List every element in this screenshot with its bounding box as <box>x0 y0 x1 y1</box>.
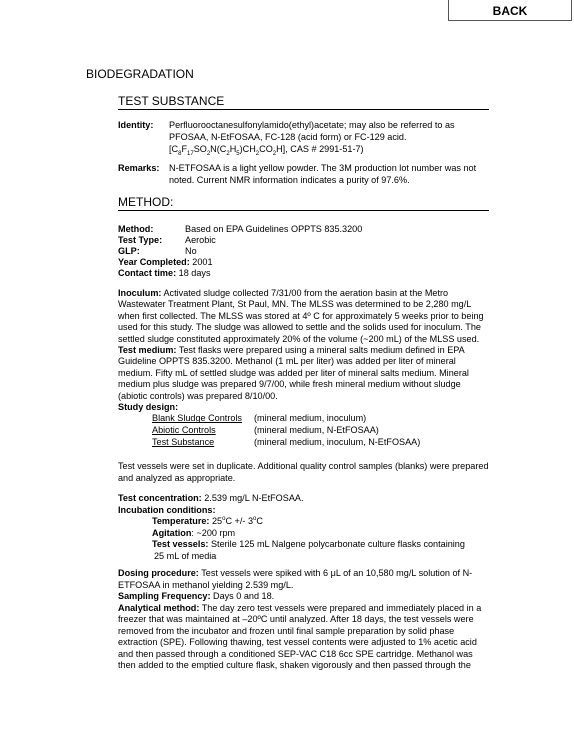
incubation-label: Incubation conditions: <box>118 504 216 515</box>
method-value: Based on EPA Guidelines OPPTS 835.3200 <box>185 224 363 234</box>
page-title: BIODEGRADATION <box>86 67 194 81</box>
agitation-label: Agitation <box>152 527 192 538</box>
sampling-frequency-value: Days 0 and 18. <box>213 591 275 601</box>
study-design-desc: (mineral medium, inoculum) <box>254 413 367 424</box>
contact-time-value: 18 days <box>178 268 211 278</box>
study-design-name: Abiotic Controls <box>152 425 216 436</box>
study-design-name: Test Substance <box>152 437 215 448</box>
remarks-line-1: N-ETFOSAA is a light yellow powder. The 3M production lot number was not <box>169 163 477 173</box>
contact-time-label: Contact time: <box>118 268 177 278</box>
test-concentration-value: 2.539 mg/L N-EtFOSAA. <box>204 493 304 503</box>
study-design-name: Blank Sludge Controls <box>152 413 242 424</box>
method-label: Method: <box>118 224 154 234</box>
method-fields <box>118 224 490 279</box>
study-design-desc: (mineral medium, inoculum, N-EtFOSAA) <box>254 437 421 448</box>
test-type-value: Aerobic <box>185 235 216 245</box>
contact-time-row <box>118 268 490 279</box>
sampling-frequency-row <box>118 591 490 603</box>
back-button[interactable]: BACK <box>448 0 572 21</box>
remarks-block <box>118 162 490 186</box>
study-design-row <box>152 413 490 425</box>
analytical-label: Analytical method: <box>118 602 200 613</box>
test-medium-text: Test flasks were prepared using a mineral salts medium defined in EPA Guideline OPPTS 835.3200. Methanol (1 mL per liter) was added per liter of mineral medium. Fifty mL of settled sludge was added per liter of mineral salts medium. Mineral medium plus sludge was prepared 9/7/00, while fresh mineral medium without sludge (abiotic controls) was prepared 8/10/00. <box>118 345 469 401</box>
glp-label: GLP: <box>118 246 140 256</box>
test-vessels-line-2: 25 mL of media <box>154 550 217 561</box>
test-vessels-row <box>152 539 490 551</box>
glp-row <box>118 246 490 257</box>
identity-block <box>118 119 490 155</box>
test-medium-paragraph <box>118 345 490 402</box>
identity-label: Identity: <box>118 120 154 130</box>
test-vessels-value: Sterile 125 mL Nalgene polycarbonate culture flasks containing <box>210 539 465 549</box>
method-heading: METHOD: <box>118 196 489 211</box>
temperature-row: Temperature: $25^oC$ +/- 3$^o$C <box>152 515 263 526</box>
test-concentration-row <box>118 493 490 505</box>
identity-line-2: PFOSAA, N-EtFOSAA, FC-128 (acid form) or FC-129 acid. <box>169 132 407 142</box>
vessels-paragraph: Test vessels were set in duplicate. Additional quality control samples (blanks) were prepared and analyzed as appropriate. <box>118 461 489 483</box>
inoculum-label: Inoculum: <box>118 288 162 298</box>
glp-value: No <box>185 246 197 256</box>
remarks-line-2: noted. Current NMR information indicates a purity of 97.6%. <box>169 175 410 185</box>
year-completed-row <box>118 257 490 268</box>
dosing-text: Test vessels were spiked with 6 μL of an 10,580 mg/L solution of N-ETFOSAA in methanol yielding 2.539 mg/L. <box>118 568 473 590</box>
test-substance-heading: TEST SUBSTANCE <box>118 95 489 110</box>
analytical-paragraph <box>118 603 490 672</box>
study-design-desc: (mineral medium, N-EtFOSAA) <box>254 425 379 436</box>
sampling-frequency-label: Sampling Frequency: <box>118 591 211 601</box>
inoculum-text: Activated sludge collected 7/31/00 from the aeration basin at the Metro Wastewater Treatment Plant, St Paul, MN. The MLSS was determined to be 2,280 mg/L when first collected. The MLSS was stored at 4º C for approximately 5 weeks prior to being used for this study. The sludge was allowed to settle and the solids used for inoculum. The settled sludge constituted approximately 20% of the volume (~200 mL) of the MLSS used. <box>118 288 484 344</box>
year-completed-label: Year Completed: <box>118 257 190 267</box>
inoculum-block <box>118 288 490 449</box>
remarks-label: Remarks: <box>118 163 160 173</box>
dosing-block <box>118 568 490 672</box>
test-type-row <box>118 235 490 246</box>
cas-number: CAS # 2991-51-7) <box>290 144 364 154</box>
agitation-value: : ~200 rpm <box>191 527 236 538</box>
year-completed-value: 2001 <box>192 257 213 267</box>
identity-line-1: Perfluorooctanesulfonylamido(ethyl)acetate; may also be referred to as <box>169 120 455 130</box>
temperature-label: Temperature: <box>152 516 210 526</box>
inoculum-paragraph <box>118 288 490 345</box>
test-concentration-label: Test concentration: <box>118 493 202 503</box>
analytical-text: The day zero test vessels were prepared and immediately placed in a freezer that was maintained at –20ºC until analyzed. After 18 days, the test vessels were removed from the incubator and frozen until final sample preparation by solid phase extraction (SPE). Following thawing, test vessel contents were adjusted to 1% acetic acid and then passed through a conditioned SEP-VAC C18 6cc SPE cartridge. Methanol was then added to the emptied culture flask, shaken vigorously and then passed through the <box>118 602 482 670</box>
method-row <box>118 224 490 235</box>
study-design-row <box>152 425 490 437</box>
dosing-paragraph <box>118 568 490 591</box>
identity-formula: $[C_8F_{17}SO_2N(C_2H_5)CH_2CO_2H]$, CAS # 2991-51-7) <box>169 144 364 157</box>
test-type-label: Test Type: <box>118 235 163 245</box>
dosing-label: Dosing procedure: <box>118 568 199 578</box>
conditions-block <box>118 493 490 562</box>
test-vessels-label: Test vessels: <box>152 539 209 549</box>
agitation-row <box>152 528 490 540</box>
study-design-row <box>152 437 490 449</box>
study-design-label: Study design: <box>118 402 179 413</box>
test-medium-label: Test medium: <box>118 345 177 356</box>
